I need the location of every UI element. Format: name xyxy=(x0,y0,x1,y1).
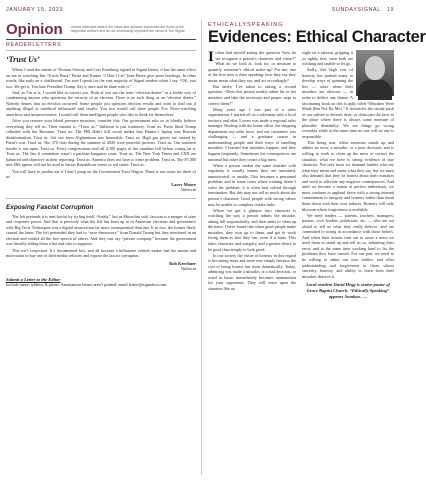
letter1-paragraph: Where I read the names of Thomas Ostway and Lois Eisenberg signed to Signal letters, it has the same effect on me as watching Jim “Uncle Buck” Puski and Karine “I Don’t Lie” Jean-Pierre give press briefings. In other words, like nails on a chalkboard. I’m sure I speak for the vast majority of Signal readers when I say, “OK, you two. We get it. You hate President Trump. Say it once and be done with it.” xyxy=(6,67,196,89)
column-paragraph: Where we get a glimpse into character is watching the way a person admits the mistake, taking full responsibility, and then seeks to clean up the mess. I have found that when good people make mistakes, they own up to them, and get to work fixing them as best they can, even if it hurts. This takes character, and integrity, and a greater desire to be good than simply to look good. xyxy=(208,207,296,252)
column-kicker: ETHICALLYSPEAKING xyxy=(208,22,284,28)
letter1-paragraph: After you remove your blood pressure monitors, consider this: Our government asks us to blindly believe everything they tell us. Their mantra is, “Trust us.” Inflation is just transitory. Trust us. Putin liked Trump colluded with the Russians. Trust us. The FBI didn’t kill social media that Hunter’s laptop was Russian disinformation. Trust us. Get out from Afghanistan was honorable. Trust us. High gas prices are caused by Putin’s war. Trust us. The 370 riots during the summer of 2020 were peaceful protests. Trust us. Our southern border is not open. Trust us. Every congressman read all 4,100 pages of the omnibus bill before voting on it. Trust us. The Jan. 6 committee wasn’t a partisan kangaroo court. Trust us. The New York Times and CNN are balanced and objective in their reporting. Trust us. America does not have a crime problem. Trust us. The 87,000 new IRS agents will not be used to harass Republican voters or red states. Trust us. xyxy=(6,118,196,168)
header-right xyxy=(332,7,394,13)
drop-cap: I xyxy=(208,48,214,65)
submit-letter-text: Include name, address & phone. Anonymous letters aren’t printed; email letters@signalscv.com. xyxy=(6,282,168,288)
column-paragraph: In our society the virtue of honesty in this regard is becoming more and more rare simply because the cost of being honest has risen dramatically. Today, admitting you made a mistake, or a bad decision, or acted in haste, immediately becomes ammunition for your opponents. They will seize upon the situation like an xyxy=(208,252,296,291)
letter1-title: ‘Trust Us’ xyxy=(6,55,40,64)
column-body-right xyxy=(302,50,394,300)
column-paragraph: Many years ago I was part of a sales organization. I started off as a salesman with a local territory and after 5 years was made a regional sales manager. Dealing with the home office, the shipping department, my sales force, and our customers was challenging — and a graduate course in understanding people and their ways of handling mistakes. I learned that mistakes happen, and they happen frequently. Sometimes the consequences are minimal but other they create a big mess. xyxy=(208,106,296,162)
author-photo xyxy=(356,50,394,96)
letter1-paragraph: And, as I’m at it, I would like to correct you. Both of you use the term “election denier” as a feeble way of condemning anyone who questions the veracity of an election. There is no such thing as an “election denier.” Nobody denies that an election occurred. Some people just question election results and want to find out if anything illegal or unethical influenced said results. You two would call these people Fox News-watching anarchists and insurrectionists. I would call them intelligent people who like to think for themselves. xyxy=(6,89,196,117)
letter2-signer-city: Valencia xyxy=(180,266,196,272)
letter2-signer-name: Rob Kerchner xyxy=(169,260,196,266)
column-divider xyxy=(201,20,202,475)
column-paragraph: We need leaders — parents, teachers, managers, pastors, civic leaders, politicians, etc. — who are not afraid to tell us what they really believe, and are committed to acting in accordance with those beliefs. And when their actions turn out to cause a mess we need them to stand up and tell us so, admitting their error, and at the same time working hard to fix the problems they have caused. For our part, we need to be willing to admit our own foibles, and offer understanding and forgiveness to those whose sincerity, honesty, and ability to learn from their mistakes deserve it. xyxy=(302,212,394,279)
opinion-title: Opinion xyxy=(6,20,63,38)
letters-divider xyxy=(6,198,196,199)
column-paragraph: When a person makes the same mistake with regularity it usually means they are untrained, unmotivated, or unable. This becomes a personnel problem, and in some cases where training doesn’t solve the problem, it is often best solved through termination. But this may not tell us much about the person’s character. Good people with strong values may be unable to complete certain tasks. xyxy=(208,162,296,207)
letter1-signer xyxy=(6,182,196,193)
column-paragraph: But lately, I’ve taken to asking a second question. “Does this person readily admit his or her mistakes and take the necessary and proper steps to correct them?” xyxy=(208,83,296,106)
column-body-left xyxy=(208,50,296,292)
column-opening-text: often find myself asking the question “how do we recognize a person’s character and virtue?” What do we look at, look for, or measure to quantify someone’s ethical make-up? For me, one of the first tests is their speaking: how they say they mean, mean what they say, and act accordingly? xyxy=(208,50,296,83)
opinion-rule xyxy=(6,39,196,40)
author-bio: Local resident David Hegg is senior pastor of Grace Baptist Church. “Ethically Speaking” appears Sundays. — xyxy=(306,282,390,299)
column-opening-paragraph xyxy=(208,50,296,83)
letter2-title: Exposing Fascist Corruption xyxy=(6,203,94,211)
column-paragraph: This being true, when someone stands up and admits an error, a mistake, or a poor decision, and is willing to work to clean up the mess or correct the situation, what we have is strong evidence of true character. Not only must we demand leaders who say what they mean and mean what they say, but we must also demand that they be honest about their mistakes and work to alleviate any negative consequences. And until we become a nation of perfect individuals, we must continue to applaud those with a strong internal commitment to integrity and honesty rather than shout them down with their own failures. Honesty will only blossom where forgiveness is available. xyxy=(302,139,394,212)
letter1-signer-name: Larry Moore xyxy=(171,181,196,187)
submit-letter-title: Submit a Letter to the Editor xyxy=(6,277,61,283)
issue-date: JANUARY 15, 2023 xyxy=(6,7,64,13)
reader-letters-label: READERLETTERS xyxy=(6,42,196,51)
letter2-paragraph: This isn’t conjecture. It’s documented fact, and all because a billionaire vehicle maker had the means and motivation to buy one of their media vehicles and expose the fascist corruption. xyxy=(6,247,196,259)
author-photo-face xyxy=(365,56,385,80)
reader-letters xyxy=(6,42,196,288)
page-header xyxy=(6,4,394,16)
letter2-body xyxy=(6,214,196,259)
section-name: SUNDAYSIGNAL xyxy=(331,7,381,13)
letter1-body xyxy=(6,67,196,180)
opinion-banner xyxy=(6,20,196,38)
column-body-left-text xyxy=(208,50,296,291)
letter2-paragraph: The left pretends it is anti-fascist by styling itself “Antifa,” but as Mussolini said, fascism is a merger of state and corporate power. And that is precisely what the left has been up to in American elections and governance with Big Tech. Twittergate was a digital insurrection far more consequential than Jan. 6; in fact, the former likely caused the latter. The left pretended they had to “save democracy” from Donald Trump but they interfered in an election and voided all the free speech of others. And they cast say “private company” because the government was literally telling them what and who to suppress. xyxy=(6,213,196,247)
column-paragraph: Sadly, this high cost of honesty has pushed many to develop ways of spinning the lies — since when their mistakes are obvious — in order to deflect any blame. A fascinating book on this is aptly titled “Mistakes Were Made (But Not By Me).” It chronicles the steady push of our culture to defend, deny, or obfuscate the facts to the place where there is always some measure of plausible deniability. We see things go wrong everyday while at the same time no one will no one is responsible. xyxy=(302,67,394,139)
page-number: 19 xyxy=(386,7,394,13)
letter1-signer-city: Valencia xyxy=(180,187,196,193)
letter2-signer xyxy=(6,261,196,272)
opinion-disclaimer: Unless otherwise stated, the views and opinions expressed are those of the respective authors and do not necessarily represent the views of The Signal. xyxy=(70,24,186,33)
author-photo-body xyxy=(358,80,392,100)
letter1-paragraph: You will have to pardon me if I don’t jump on the Government Trust Wagon. There is not room for three of us. xyxy=(6,168,196,180)
column-headline: Evidences: Ethical Character xyxy=(208,28,426,46)
column-paragraph: eagle on a salmon, gripping it so tightly they soon both are writhing and unable to let go. xyxy=(302,50,353,67)
